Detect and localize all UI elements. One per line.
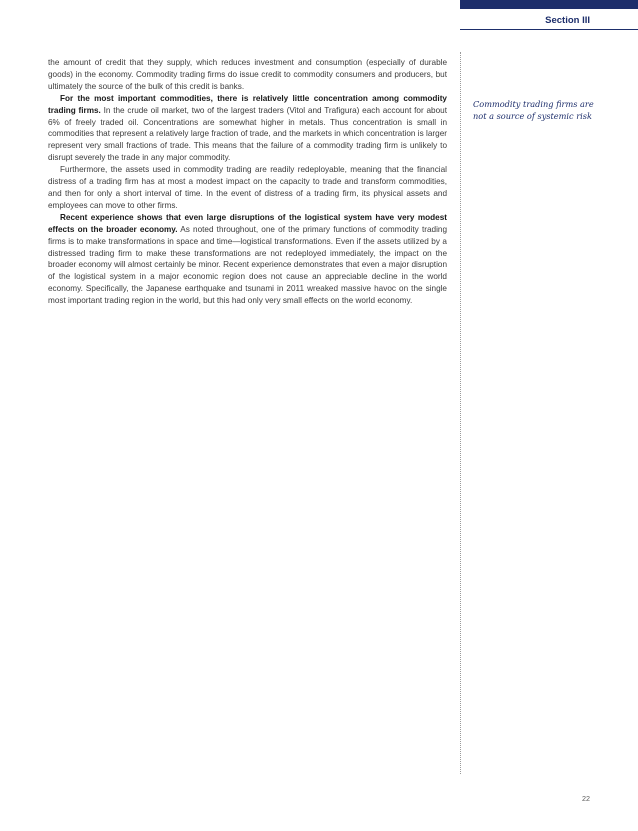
header-rule	[460, 29, 638, 30]
paragraph-concentration	[48, 93, 447, 164]
section-label: Section III	[545, 15, 590, 26]
paragraph-redeployable-assets: Furthermore, the assets used in commodity trading are readily redeployable, meaning that the financial distress of a trading firm has at most a modest impact on the capacity to trade and transform commodities, and then for only a short interval of time. In the event of distress of a trading firm, its physical assets and employees can move to other firms.	[48, 165, 447, 210]
paragraph-continuation: the amount of credit that they supply, which reduces investment and consumption (especially of durable goods) in the economy. Commodity trading firms do issue credit to commodity consumers and producers, but ultimately the source of the bulk of this credit is banks.	[48, 58, 447, 91]
paragraph-concentration-body: In the crude oil market, two of the largest traders (Vitol and Trafigura) each account for about 6% of freely traded oil. Concentrations are somewhat higher in metals. Thus concentration is small in commodities that represent a relatively large fraction of trade, and the markets in which concentration is larger represent very small fractions of trade. This means that the failure of a commodity trading firm is unlikely to disrupt severely the trade in any major commodity.	[48, 105, 447, 163]
paragraph-concentration-lead: For the most important commodities, there is relatively little concentration among commodity trading firms.	[48, 93, 447, 115]
header-accent-bar	[460, 0, 638, 9]
paragraph-logistical-lead: Recent experience shows that even large disruptions of the logistical system have very modest effects on the broader economy.	[48, 212, 447, 234]
sidebar-note: Commodity trading firms are not a source of systemic risk	[473, 99, 594, 122]
paragraph-logistical-disruptions	[48, 212, 447, 307]
paragraph-logistical-body: As noted throughout, one of the primary functions of commodity trading firms is to make transformations in space and time—logistical transformations. Even if the assets utilized by a distressed trading firm to make these transformations are not redeployed immediately, the impact on the broader economy will almost certainly be minor. Recent experience demonstrates that even a major disruption of the logistical system in a major economic region does not cause an appreciable decline in the world economy. Specifically, the Japanese earthquake and tsunami in 2011 wreaked massive havoc on the single most important trading region in the world, but this had only very small effects on the world economy.	[48, 224, 447, 306]
main-text-column	[48, 57, 447, 307]
column-divider	[460, 52, 461, 774]
page-number: 22	[582, 794, 590, 803]
